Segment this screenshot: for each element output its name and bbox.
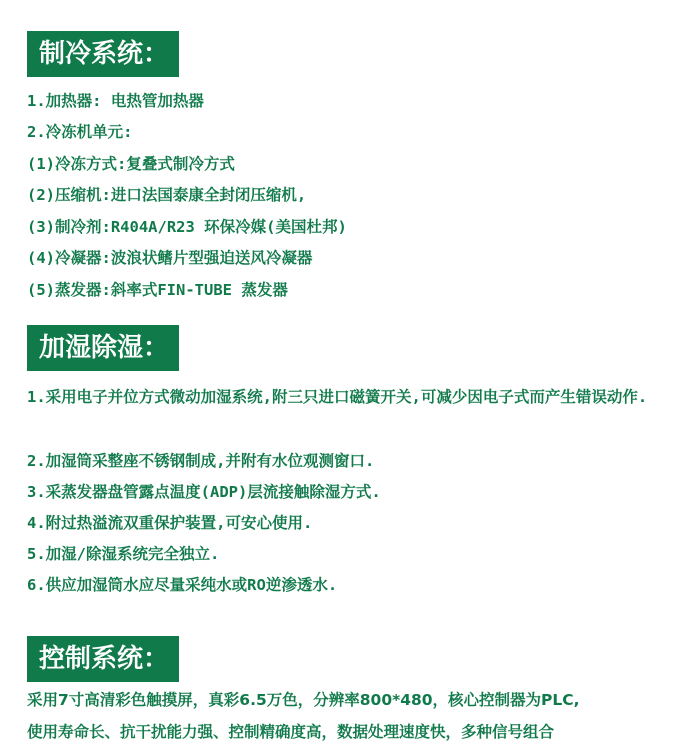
control-line-2: 使用寿命长、抗干扰能力强、控制精确度高，数据处理速度快，多种信号组合 [27, 723, 555, 741]
control-line-1: 采用7寸高清彩色触摸屏，真彩6.5万色，分辨率800*480，核心控制器为PLC, [27, 691, 580, 709]
section-title-refrigeration: 制冷系统： [27, 31, 179, 77]
section-title-humidity: 加湿除湿： [27, 325, 179, 371]
refrigeration-line-5: (3)制冷剂:R404A/R23 环保冷媒(美国杜邦) [27, 218, 347, 236]
refrigeration-line-1: 1.加热器: 电热管加热器 [27, 92, 204, 110]
humidity-line-2: 2.加湿筒采整座不锈钢制成,并附有水位观测窗口. [27, 452, 375, 470]
humidity-line-1: 1.采用电子并位方式微动加湿系统,附三只进口磁簧开关,可减少因电子式而产生错误动作. [27, 388, 648, 406]
refrigeration-line-6: (4)冷凝器:波浪状鳍片型强迫送风冷凝器 [27, 249, 313, 267]
humidity-line-4: 4.附过热溢流双重保护装置,可安心使用. [27, 514, 313, 532]
refrigeration-line-2: 2.冷冻机单元: [27, 123, 133, 141]
refrigeration-line-4: (2)压缩机:进口法国泰康全封闭压缩机, [27, 186, 307, 204]
humidity-line-6: 6.供应加湿筒水应尽量采纯水或RO逆渗透水. [27, 576, 338, 594]
humidity-line-3: 3.采蒸发器盘管露点温度(ADP)层流接触除湿方式. [27, 483, 381, 501]
section-title-control: 控制系统： [27, 636, 179, 682]
refrigeration-line-3: (1)冷冻方式:复叠式制冷方式 [27, 155, 235, 173]
refrigeration-line-7: (5)蒸发器:斜率式FIN-TUBE 蒸发器 [27, 281, 288, 299]
humidity-line-5: 5.加湿/除湿系统完全独立. [27, 545, 220, 563]
